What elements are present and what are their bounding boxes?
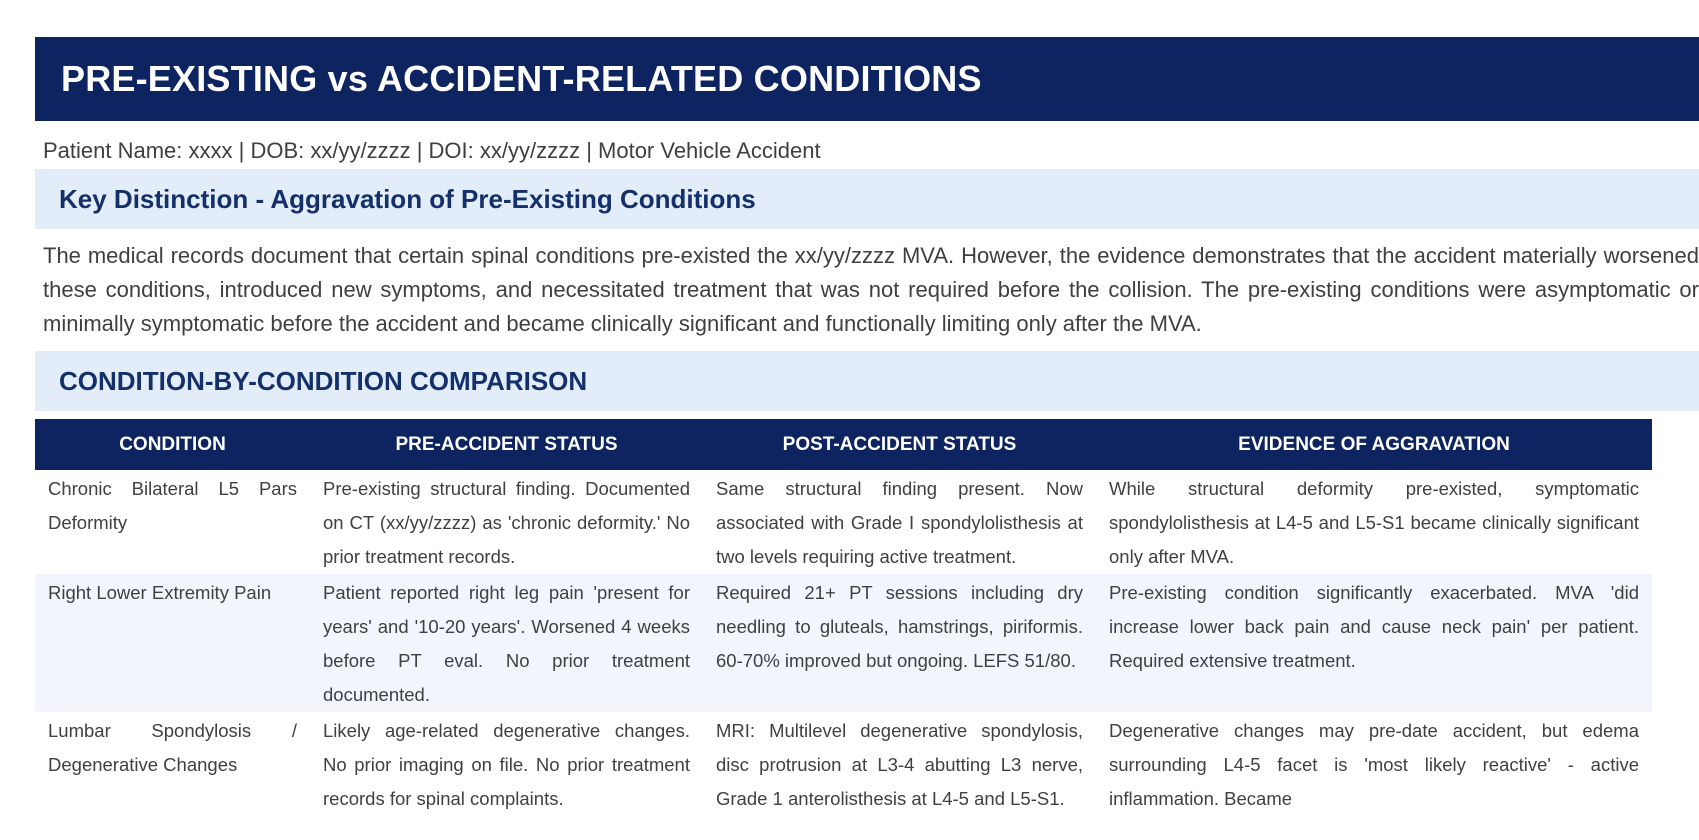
comparison-heading: CONDITION-BY-CONDITION COMPARISON [59,365,588,396]
cell-evidence: While structural deformity pre-existed, symptomatic spondylolisthesis at L4-5 and L5-S1 became clinically significant only after MVA. [1109,478,1639,567]
report-page [35,37,1699,816]
cell-post-accident: Required 21+ PT sessions including dry needling to gluteals, hamstrings, piriformis. 60-70% improved but ongoing. LEFS 51/80. [716,582,1083,671]
column-header-evidence: EVIDENCE OF AGGRAVATION [1238,433,1510,455]
cell-pre-accident: Patient reported right leg pain 'present for years' and '10-20 years'. Worsened 4 weeks before PT eval. No prior treatment documented. [323,582,690,705]
cell-condition: Chronic Bilateral L5 Pars Deformity [48,478,297,533]
comparison-table [35,419,1652,816]
cell-post-accident: MRI: Multilevel degenerative spondylosis, disc protrusion at L3-4 abutting L3 nerve, Grade 1 anterolisthesis at L4-5 and L5-S1. [716,720,1083,809]
cell-pre-accident: Pre-existing structural finding. Documented on CT (xx/yy/zzzz) as 'chronic deformity.' No prior treatment records. [323,478,690,567]
comparison-band [35,351,1699,411]
cell-condition: Lumbar Spondylosis / Degenerative Changes [48,720,297,775]
cell-evidence: Pre-existing condition significantly exacerbated. MVA 'did increase lower back pain and cause neck pain' per patient. Required extensive treatment. [1109,582,1639,671]
cell-post-accident: Same structural finding present. Now associated with Grade I spondylolisthesis at two levels requiring active treatment. [716,478,1083,567]
table-header-row [35,419,1652,470]
cell-evidence: Degenerative changes may pre-date accident, but edema surrounding L4-5 facet is 'most likely reactive' - active inflammation. Became [1109,720,1639,809]
key-distinction-heading: Key Distinction - Aggravation of Pre-Existing Conditions [59,183,756,214]
key-distinction-band [35,169,1699,229]
table-row [35,712,1652,816]
table-row [35,470,1652,574]
title-banner [35,37,1699,121]
table-row [35,574,1652,712]
column-header-pre-accident: PRE-ACCIDENT STATUS [395,433,618,455]
key-distinction-paragraph: The medical records document that certain spinal conditions pre-existed the xx/yy/zzzz MVA. However, the evidence demonstrates that the accident materially worsened these conditions, introduced new symptoms, and necessitated treatment that was not required before the collision. The pre-existing conditions were asymptomatic or minimally symptomatic before the accident and became clinically significant and functionally limiting only after the MVA. [43,243,1699,336]
column-header-post-accident: POST-ACCIDENT STATUS [782,433,1017,455]
cell-condition: Right Lower Extremity Pain [48,582,272,603]
patient-info-line: Patient Name: xxxx | DOB: xx/yy/zzzz | DOI: xx/yy/zzzz | Motor Vehicle Accident [43,138,821,163]
column-header-condition: CONDITION [119,433,226,455]
cell-pre-accident: Likely age-related degenerative changes. No prior imaging on file. No prior treatment records for spinal complaints. [323,720,690,809]
page-title: PRE-EXISTING vs ACCIDENT-RELATED CONDITIONS [61,58,982,99]
